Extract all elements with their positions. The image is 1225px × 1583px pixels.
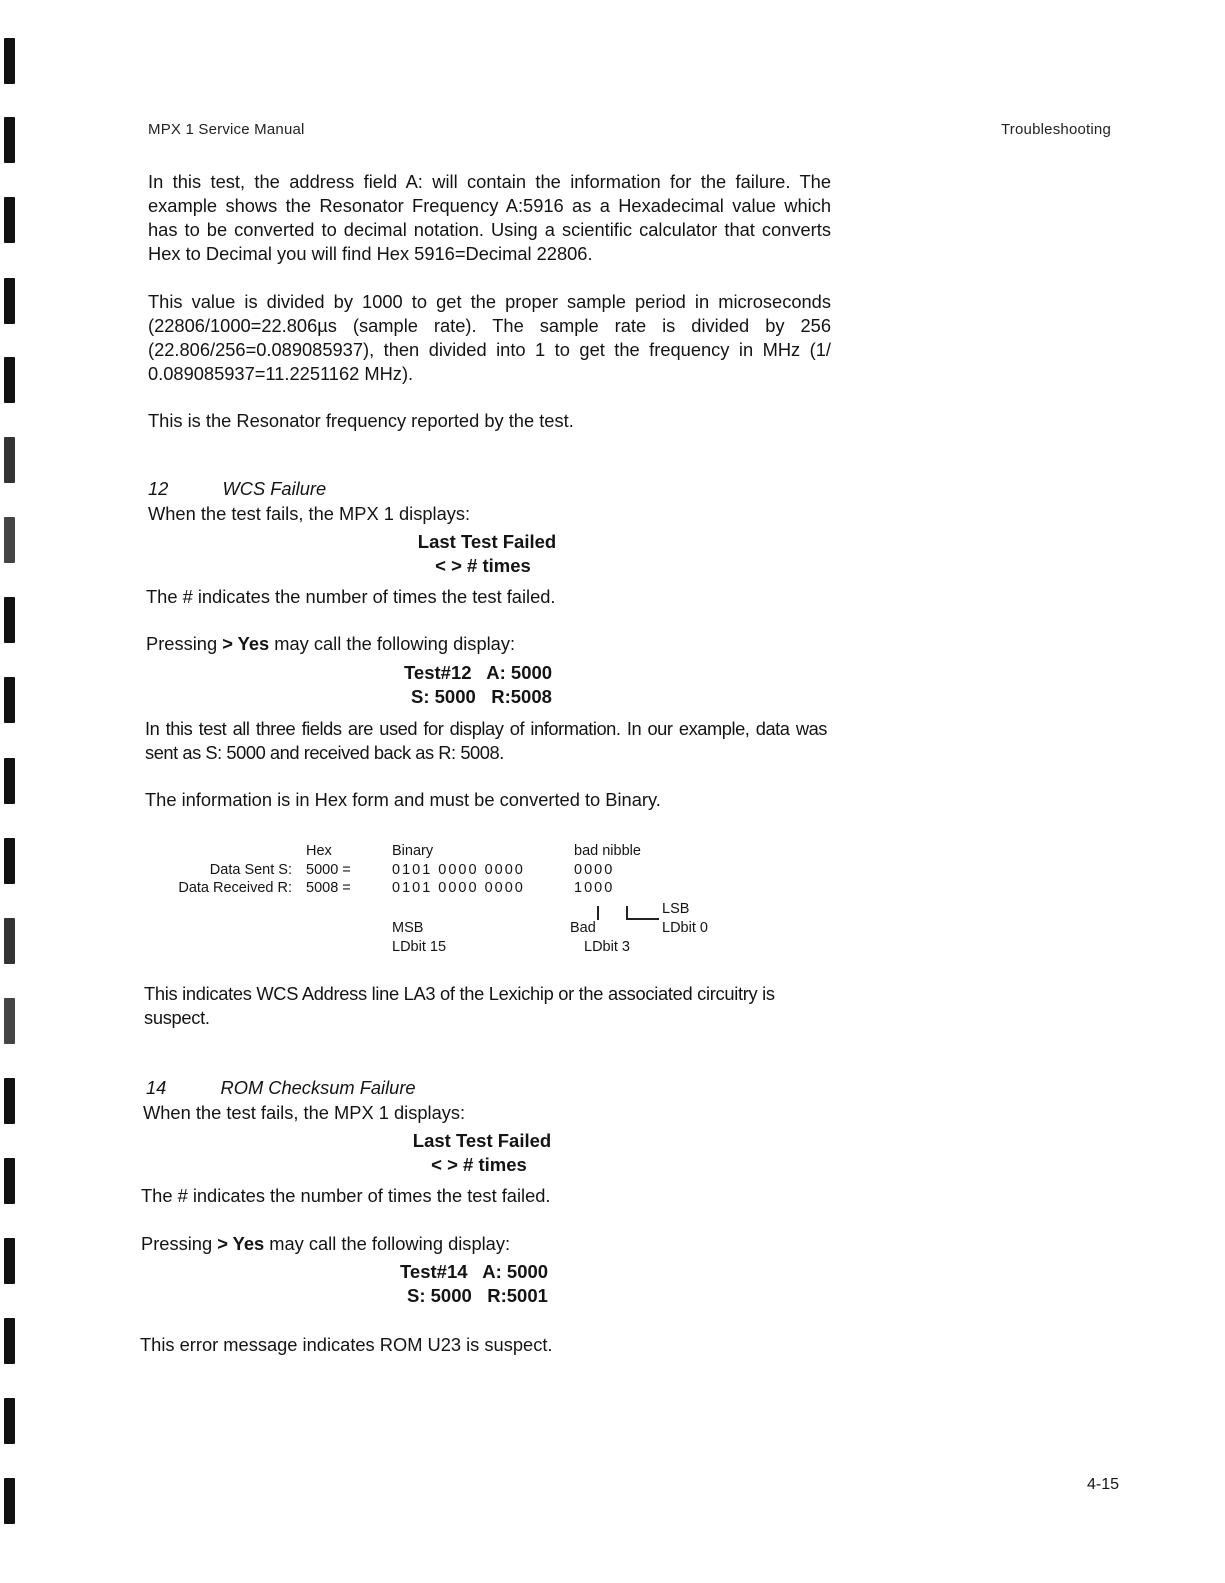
display-line: S: 5000 R:5001	[407, 1285, 548, 1306]
binary-value: 0101 0000 0000	[392, 862, 525, 878]
pressing-text: may call the following display:	[269, 633, 516, 654]
pressing-instruction	[146, 632, 515, 656]
conversion-note: The information is in Hex form and must be converted to Binary.	[145, 789, 661, 810]
row-label-received: Data Received R:	[178, 880, 292, 896]
intro-paragraph-1: In this test, the address field A: will contain the information for the failure. The example shows the Resonator Frequency A:5916 as a Hexadecimal value which has to be converted to decimal notation. Using a scientific calculator that converts Hex to Decimal you will find Hex 5916=Decimal 22806.	[148, 171, 831, 264]
header-chapter-title: Troubleshooting	[1001, 121, 1112, 138]
col-header-bad-nibble: bad nibble	[574, 843, 641, 859]
col-header-hex: Hex	[306, 843, 332, 859]
section-12-conclusion: This indicates WCS Address line LA3 of the Lexichip or the associated circuitry is suspect.	[144, 983, 775, 1028]
display-line: S: 5000 R:5008	[411, 686, 552, 707]
binder-mark	[4, 1478, 15, 1524]
intro-paragraph-3: This is the Resonator frequency reported by the test.	[148, 410, 574, 431]
pressing-instruction	[141, 1232, 510, 1256]
page-number: 4-15	[1087, 1476, 1120, 1493]
binder-mark	[4, 38, 15, 84]
hash-explanation: The # indicates the number of times the test failed.	[141, 1185, 551, 1206]
binary-value: 0101 0000 0000	[392, 880, 525, 896]
binder-mark	[4, 197, 15, 243]
nibble-value: 1000	[574, 880, 615, 896]
msb-label: MSB	[392, 920, 424, 936]
pressing-text: may call the following display:	[264, 1233, 511, 1254]
section-12-heading	[148, 478, 326, 500]
display-line: Last Test Failed	[417, 531, 557, 552]
section-14-intro: When the test fails, the MPX 1 displays:	[143, 1102, 466, 1123]
binder-mark	[4, 517, 15, 563]
hex-value: 5008 =	[306, 880, 351, 896]
binder-mark	[4, 1398, 15, 1444]
col-header-binary: Binary	[392, 843, 434, 859]
section-title: ROM Checksum Failure	[220, 1077, 416, 1098]
binder-mark	[4, 437, 15, 483]
yes-key-label: > Yes	[222, 633, 270, 654]
lsb-label: LSB	[662, 901, 690, 917]
pointer-line	[597, 906, 599, 920]
yes-key-label: > Yes	[217, 1233, 265, 1254]
binder-mark	[4, 1158, 15, 1204]
display-line: Test#12 A: 5000	[404, 662, 553, 683]
section-number: 12	[148, 478, 169, 499]
display-line: Test#14 A: 5000	[400, 1261, 549, 1282]
hex-value: 5000 =	[306, 862, 351, 878]
fields-explanation: In this test all three fields are used for display of information. In our example, data was sent as S: 5000 and received back as R: 5008.	[145, 718, 827, 763]
pressing-text: Pressing	[141, 1233, 218, 1254]
header-manual-title: MPX 1 Service Manual	[148, 121, 305, 138]
binder-mark	[4, 918, 15, 964]
section-title: WCS Failure	[222, 478, 327, 499]
binder-mark	[4, 357, 15, 403]
binder-mark	[4, 1078, 15, 1124]
hash-explanation: The # indicates the number of times the test failed.	[146, 586, 556, 607]
binder-mark	[4, 838, 15, 884]
section-14-heading	[146, 1077, 416, 1099]
msb-bit-label: LDbit 15	[392, 939, 447, 955]
section-14-conclusion: This error message indicates ROM U23 is suspect.	[140, 1334, 553, 1355]
binder-mark	[4, 278, 15, 324]
binder-mark	[4, 117, 15, 163]
display-line: < > # times	[431, 1154, 527, 1175]
intro-paragraph-2: This value is divided by 1000 to get the proper sample period in microseconds (22806/1000=22.806µs (sample rate). The sample rate is divided by 256 (22.806/256=0.089085937), then divided into 1 to get the frequency in MHz (1/ 0.089085937=11.2251162 MHz).	[148, 291, 831, 384]
section-12-intro: When the test fails, the MPX 1 displays:	[148, 503, 471, 524]
binder-mark	[4, 597, 15, 643]
bad-bit-label: LDbit 3	[584, 939, 630, 955]
section-number: 14	[146, 1077, 167, 1098]
pressing-text: Pressing	[146, 633, 223, 654]
lsb-bit-label: LDbit 0	[662, 920, 708, 936]
bad-label: Bad	[570, 920, 596, 936]
row-label-sent: Data Sent S:	[209, 862, 292, 878]
display-line: < > # times	[435, 555, 531, 576]
nibble-value: 0000	[574, 862, 615, 878]
binder-mark	[4, 677, 15, 723]
binder-mark	[4, 998, 15, 1044]
pointer-line	[626, 918, 659, 920]
display-line: Last Test Failed	[412, 1130, 552, 1151]
binder-mark	[4, 758, 15, 804]
binder-mark	[4, 1238, 15, 1284]
binder-mark	[4, 1318, 15, 1364]
